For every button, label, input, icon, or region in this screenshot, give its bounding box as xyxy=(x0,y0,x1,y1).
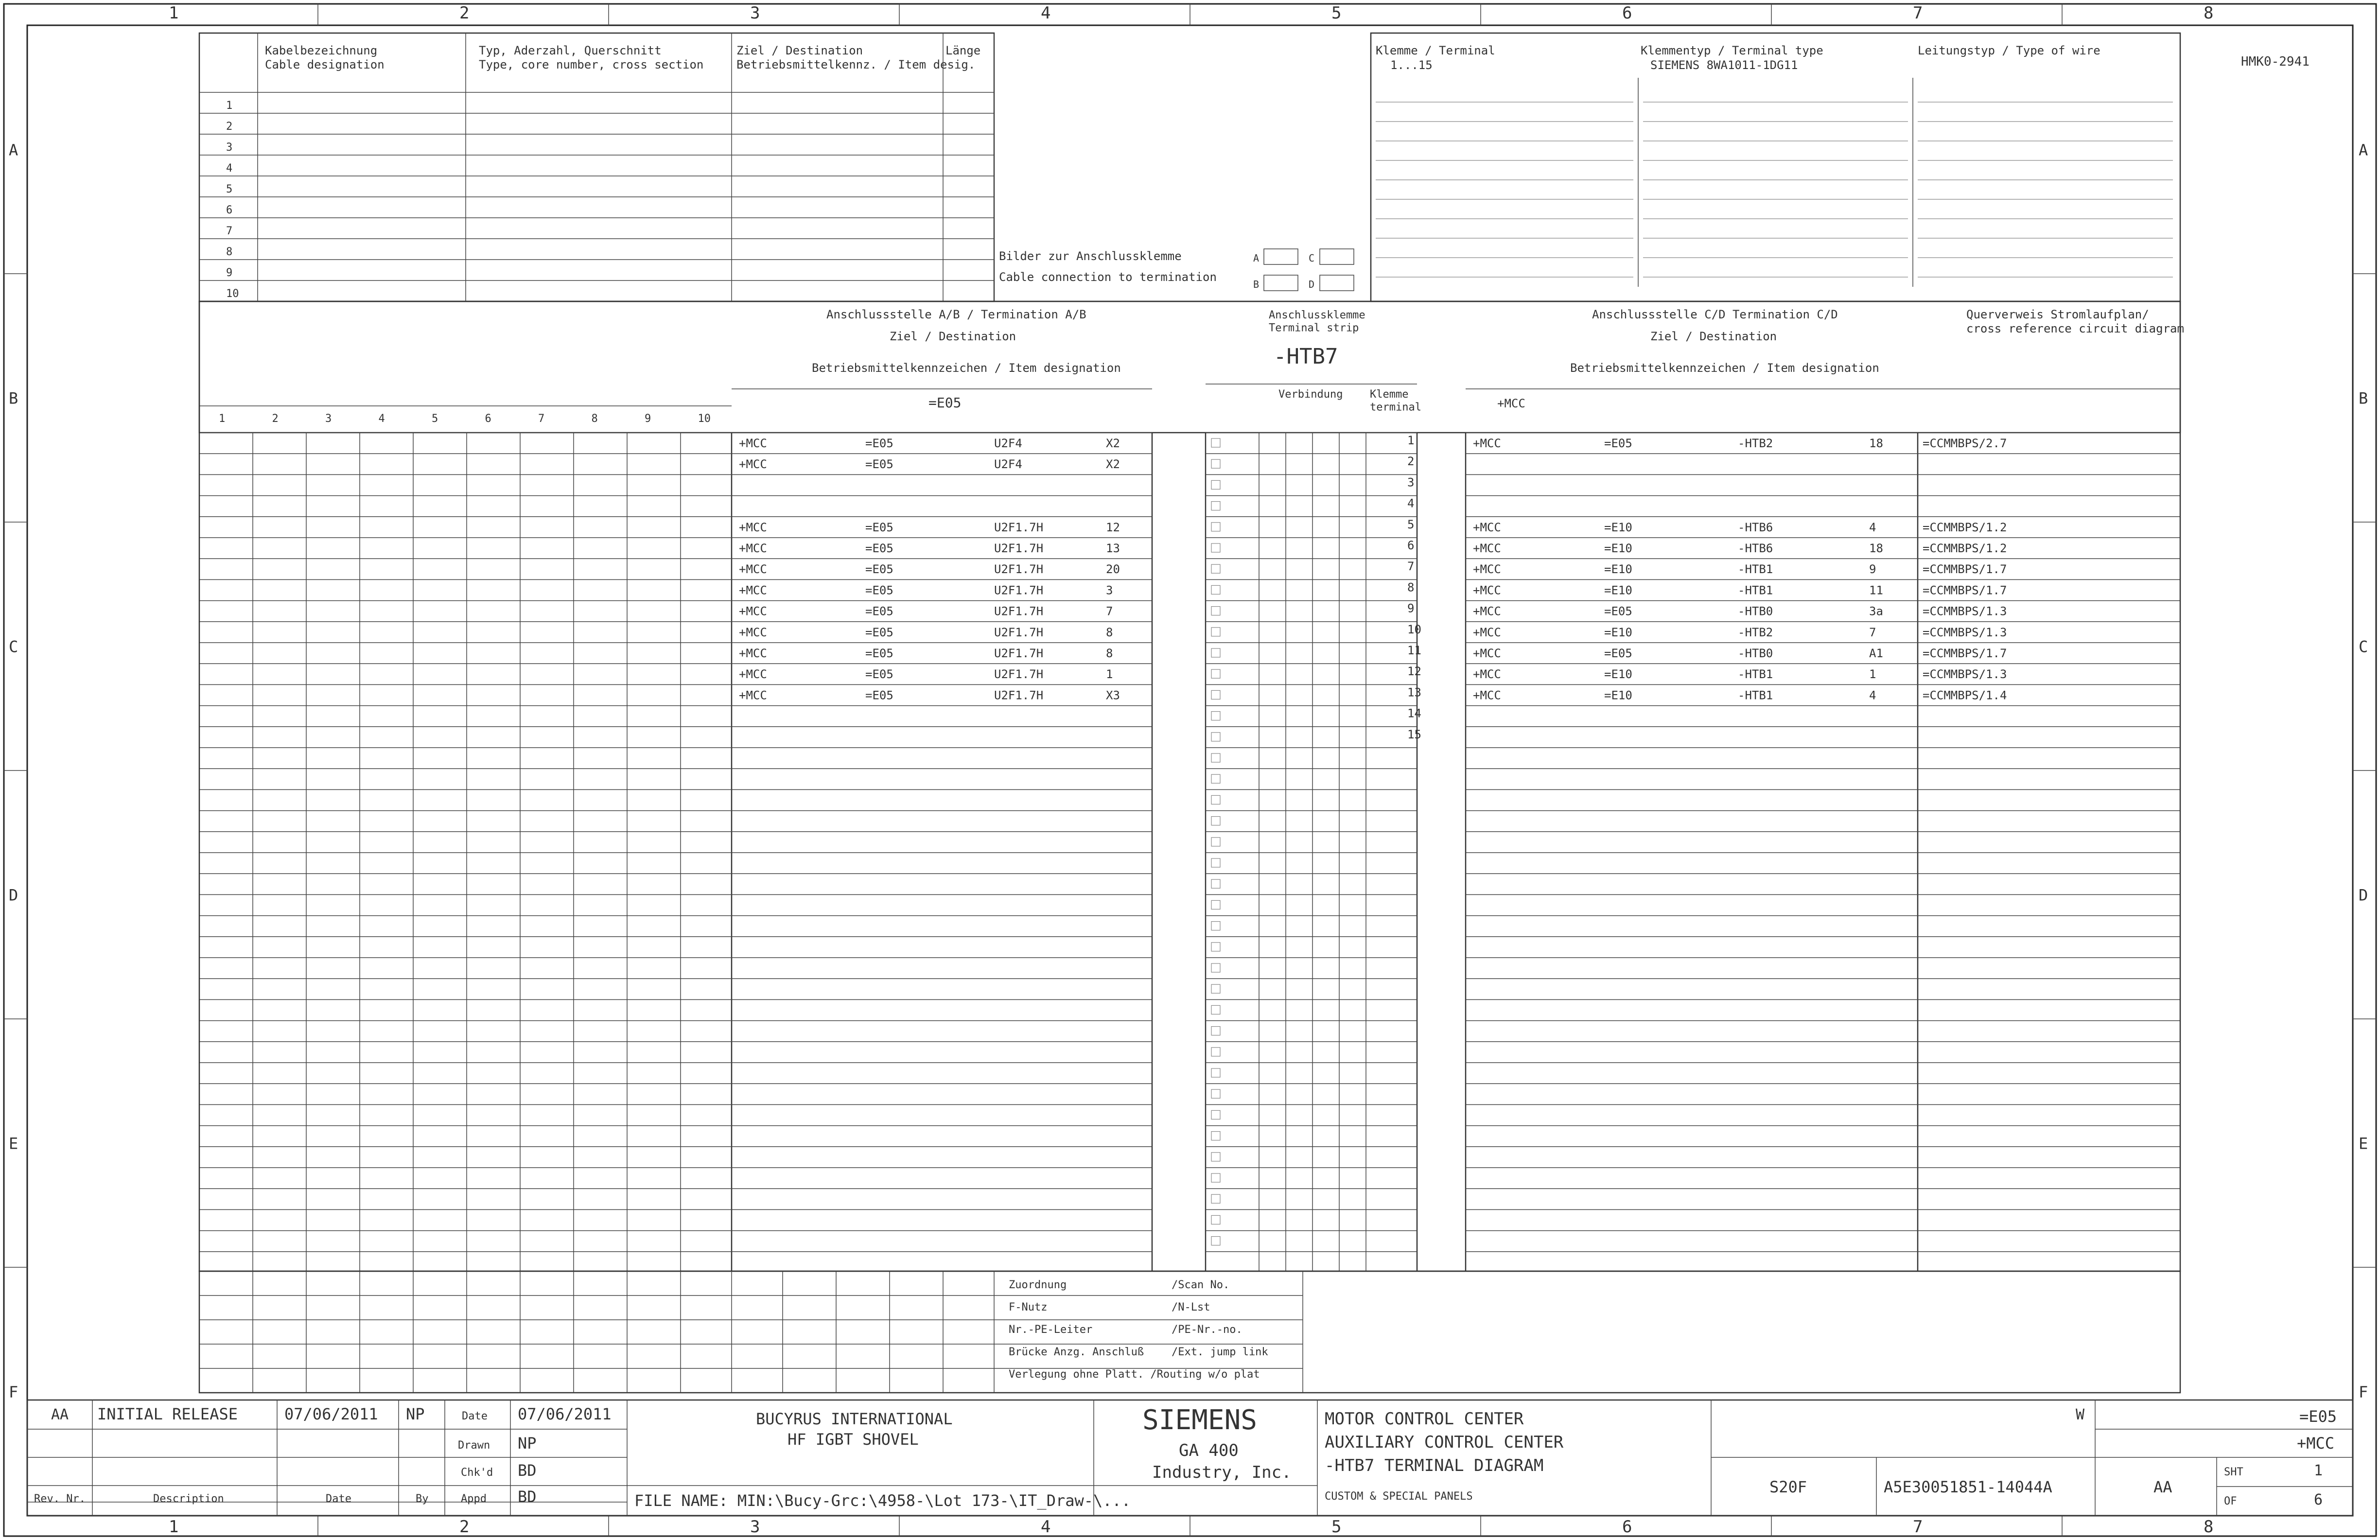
terminal-cell-r3: -HTB2 xyxy=(1738,625,1773,639)
legend-label: Brücke Anzg. Anschluß xyxy=(1009,1346,1144,1358)
terminal-cell-l3: U2F4 xyxy=(994,437,1022,450)
document-id: HMK0-2941 xyxy=(2241,54,2310,69)
zone-row-A: A xyxy=(9,140,18,159)
terminal-cell-l1: +MCC xyxy=(739,667,767,682)
terminal-cell-l1: +MCC xyxy=(739,625,767,639)
terminal-number: 9 xyxy=(1407,601,1415,615)
cable-designation-header: Kabelbezeichnung Cable designation xyxy=(265,44,385,71)
terminal-cell-l1: +MCC xyxy=(739,520,767,534)
terminal-cell-r4: 4 xyxy=(1869,520,1876,534)
approved-label: Appd xyxy=(461,1493,487,1505)
section-col-number: 7 xyxy=(538,413,545,425)
terminal-number: 3 xyxy=(1407,475,1415,490)
zone-col-bottom-3: 3 xyxy=(750,1517,760,1537)
zone-row-B: B xyxy=(9,389,18,408)
terminal-row xyxy=(1407,497,1414,510)
terminal-type-label: Klemmentyp / Terminal type xyxy=(1641,44,1823,57)
cable-row-number: 1 xyxy=(226,100,233,112)
zone-row-F: F xyxy=(9,1382,18,1401)
zone-row-right-B: B xyxy=(2359,389,2368,408)
terminal-cell-r2: =E10 xyxy=(1604,583,1632,597)
terminal-cell-r3: -HTB1 xyxy=(1738,688,1773,702)
terminal-cell-l1: +MCC xyxy=(739,562,767,577)
terminal-cell-l2: =E05 xyxy=(865,647,893,660)
terminal-number: 2 xyxy=(1407,455,1415,469)
drawing-number: A5E30051851-14044A xyxy=(1884,1478,2052,1496)
terminal-cell-l4: 20 xyxy=(1106,562,1120,577)
legend-value: /N-Lst xyxy=(1172,1301,1210,1313)
legend-label: Nr.-PE-Leiter xyxy=(1009,1324,1093,1336)
terminal-cell-ref: =CCMMBPS/2.7 xyxy=(1923,437,2007,450)
zone-col-bottom-8: 8 xyxy=(2204,1517,2214,1537)
sheet-label: SHT xyxy=(2224,1466,2243,1478)
terminal-cell-r2: =E05 xyxy=(1604,437,1632,450)
terminal-cell-r3: -HTB0 xyxy=(1738,647,1773,660)
terminal-cell-r3: -HTB1 xyxy=(1738,667,1773,682)
strip-connection-label: Verbindung xyxy=(1278,388,1343,401)
terminal-cell-r3: -HTB1 xyxy=(1738,583,1773,597)
terminal-cell-l4: 1 xyxy=(1106,667,1113,682)
sheet-number: 1 xyxy=(2314,1462,2323,1479)
terminal-row xyxy=(739,455,1414,471)
terminal-cell-r4: A1 xyxy=(1869,647,1883,660)
drawing-title-2: AUXILIARY CONTROL CENTER xyxy=(1325,1433,1564,1452)
terminal-cell-l1: +MCC xyxy=(739,437,767,450)
section-col-number: 2 xyxy=(272,413,279,425)
svg-text:D: D xyxy=(1309,279,1315,290)
zone-row-right-D: D xyxy=(2359,886,2368,905)
terminal-row xyxy=(739,685,2007,702)
legend-value: /Ext. jump link xyxy=(1172,1346,1268,1358)
terminal-type-table xyxy=(1371,33,2180,301)
inner-border xyxy=(27,25,2353,1516)
zone-row-right-E: E xyxy=(2359,1134,2368,1153)
location-code: =E05 xyxy=(2299,1407,2337,1426)
zone-col-3: 3 xyxy=(750,3,760,23)
company-division: Industry, Inc. xyxy=(1152,1463,1292,1482)
strip-terminal-label: Klemme terminal xyxy=(1370,388,1421,414)
terminal-cell-r2: =E10 xyxy=(1604,562,1632,577)
cable-destination-header: Ziel / Destination Betriebsmittelkennz. / Item desig. xyxy=(736,44,976,71)
terminal-cell-l2: =E05 xyxy=(865,542,893,555)
svg-text:B: B xyxy=(1253,279,1260,290)
left-destination-label: Ziel / Destination xyxy=(890,330,1016,343)
terminal-row xyxy=(739,602,2007,618)
terminal-cell-l2: =E05 xyxy=(865,604,893,618)
terminal-cell-r1: +MCC xyxy=(1473,667,1501,682)
terminal-cell-r4: 9 xyxy=(1869,562,1876,577)
terminal-row xyxy=(739,665,2007,681)
terminal-number: 4 xyxy=(1407,496,1415,510)
cable-row-number: 9 xyxy=(226,267,233,279)
zone-col-bottom-7: 7 xyxy=(1913,1517,1923,1537)
terminal-cell-l3: U2F1.7H xyxy=(994,520,1044,534)
cable-row-number: 3 xyxy=(226,141,233,154)
drawing-title-3: -HTB7 TERMINAL DIAGRAM xyxy=(1325,1456,1544,1475)
legend-label: Zuordnung xyxy=(1009,1279,1067,1291)
terminal-cell-r3: -HTB2 xyxy=(1738,437,1773,450)
terminal-cell-l1: +MCC xyxy=(739,688,767,702)
terminal-cell-l4: X3 xyxy=(1106,688,1120,702)
total-sheets: 6 xyxy=(2314,1491,2323,1508)
terminal-number: 12 xyxy=(1407,665,1421,679)
section-col-number: 6 xyxy=(485,413,491,425)
terminal-cell-r4: 11 xyxy=(1869,583,1883,597)
terminal-cell-l1: +MCC xyxy=(739,457,767,472)
terminal-number: 1 xyxy=(1407,434,1415,447)
terminal-cell-r2: =E10 xyxy=(1604,688,1632,702)
terminal-label: Klemme / Terminal xyxy=(1376,44,1495,57)
zone-col-bottom-4: 4 xyxy=(1041,1517,1051,1537)
terminal-cell-l4: 13 xyxy=(1106,542,1120,555)
terminal-row xyxy=(1407,707,1421,720)
zone-row-C: C xyxy=(9,637,18,656)
terminal-cell-r4: 1 xyxy=(1869,667,1876,682)
terminal-cell-l4: X2 xyxy=(1106,437,1120,450)
rev-description: INITIAL RELEASE xyxy=(97,1405,238,1423)
terminal-cell-r4: 3a xyxy=(1869,604,1883,618)
terminal-row xyxy=(739,580,2007,597)
terminal-cell-l2: =E05 xyxy=(865,562,893,577)
revision-box: AA xyxy=(2153,1478,2172,1496)
terminal-cell-r3: -HTB0 xyxy=(1738,604,1773,618)
rev-by: NP xyxy=(406,1405,425,1423)
terminal-cell-r1: +MCC xyxy=(1473,647,1501,660)
zone-col-8: 8 xyxy=(2204,3,2214,23)
terminal-number: 15 xyxy=(1407,727,1421,741)
terminal-cell-l2: =E05 xyxy=(865,437,893,450)
terminal-cell-ref: =CCMMBPS/1.2 xyxy=(1923,520,2007,534)
section-col-number: 4 xyxy=(378,413,385,425)
col-date-label: Date xyxy=(326,1493,351,1505)
cable-type-header: Typ, Aderzahl, Querschnitt Type, core number, cross section xyxy=(479,44,704,71)
customer-name: BUCYRUS INTERNATIONAL xyxy=(756,1410,953,1428)
terminal-cell-l3: U2F1.7H xyxy=(994,688,1044,702)
checked-label: Chk'd xyxy=(461,1467,493,1479)
zone-col-6: 6 xyxy=(1622,3,1632,23)
legend-value: /Scan No. xyxy=(1172,1279,1230,1291)
terminal-cell-l4: 8 xyxy=(1106,647,1113,660)
company-location: GA 400 xyxy=(1179,1441,1239,1460)
terminal-cell-l2: =E05 xyxy=(865,688,893,702)
zone-col-bottom-1: 1 xyxy=(169,1517,179,1537)
terminal-cell-r3: -HTB1 xyxy=(1738,562,1773,577)
section-header xyxy=(199,301,2184,433)
zone-col-bottom-2: 2 xyxy=(459,1517,470,1537)
terminal-cell-l3: U2F1.7H xyxy=(994,604,1044,618)
zone-col-5: 5 xyxy=(1331,3,1342,23)
legend-value: /PE-Nr.-no. xyxy=(1172,1324,1242,1336)
terminal-cell-r3: -HTB6 xyxy=(1738,520,1773,534)
terminal-cell-l3: U2F1.7H xyxy=(994,647,1044,660)
cable-row-number: 2 xyxy=(226,121,233,133)
section-col-number: 9 xyxy=(645,413,651,425)
zone-row-E: E xyxy=(9,1134,18,1153)
right-destination-label: Ziel / Destination xyxy=(1650,330,1777,343)
terminal-cell-r1: +MCC xyxy=(1473,604,1501,618)
terminal-cell-ref: =CCMMBPS/1.7 xyxy=(1923,647,2007,660)
svg-text:C: C xyxy=(1309,252,1315,264)
terminal-cell-r1: +MCC xyxy=(1473,583,1501,597)
col-description-label: Description xyxy=(153,1493,224,1505)
terminal-cell-ref: =CCMMBPS/1.3 xyxy=(1923,667,2007,682)
terminal-cell-l3: U2F4 xyxy=(994,457,1022,472)
terminal-cell-l1: +MCC xyxy=(739,604,767,618)
zone-row-right-A: A xyxy=(2359,140,2368,159)
cable-row-number: 6 xyxy=(226,204,233,216)
terminal-cell-l3: U2F1.7H xyxy=(994,667,1044,682)
terminal-cell-r1: +MCC xyxy=(1473,625,1501,639)
zone-col-bottom-5: 5 xyxy=(1331,1517,1342,1537)
strip-name: -HTB7 xyxy=(1274,344,1338,369)
terminal-cell-l4: 12 xyxy=(1106,520,1120,534)
of-label: OF xyxy=(2224,1495,2237,1507)
terminal-row xyxy=(739,623,2007,639)
section-col-number: 5 xyxy=(432,413,438,425)
terminal-cell-l1: +MCC xyxy=(739,647,767,660)
terminal-cell-r4: 18 xyxy=(1869,437,1883,450)
terminal-cell-l4: 8 xyxy=(1106,625,1113,639)
company-logo-text: SIEMENS xyxy=(1142,1404,1258,1436)
section-col-number: 3 xyxy=(325,413,332,425)
terminal-cell-r2: =E10 xyxy=(1604,667,1632,682)
terminal-row xyxy=(739,434,2007,450)
terminal-number: 7 xyxy=(1407,560,1415,574)
connection-box xyxy=(999,249,1354,291)
terminal-cell-r1: +MCC xyxy=(1473,542,1501,555)
terminal-cell-r2: =E10 xyxy=(1604,520,1632,534)
wire-type-label: Leitungstyp / Type of wire xyxy=(1918,44,2100,57)
cable-length-header: Länge xyxy=(945,44,981,57)
terminal-number: 6 xyxy=(1407,539,1415,552)
terminal-cell-ref: =CCMMBPS/1.2 xyxy=(1923,542,2007,555)
terminal-cell-ref: =CCMMBPS/1.3 xyxy=(1923,604,2007,618)
terminal-cell-ref: =CCMMBPS/1.7 xyxy=(1923,583,2007,597)
terminal-cell-l2: =E05 xyxy=(865,457,893,472)
terminal-cell-l2: =E05 xyxy=(865,667,893,682)
terminal-type-value: SIEMENS 8WA1011-1DG11 xyxy=(1650,58,1798,72)
zone-col-1: 1 xyxy=(169,3,179,23)
sheet-size: S20F xyxy=(1769,1478,1807,1496)
conn-label-1: Bilder zur Anschlussklemme xyxy=(999,249,1182,263)
zone-col-7: 7 xyxy=(1913,3,1923,23)
legend-box xyxy=(199,1271,2180,1393)
drawn-value: NP xyxy=(518,1434,537,1452)
terminal-cell-r1: +MCC xyxy=(1473,562,1501,577)
strip-title: Anschlussklemme Terminal strip xyxy=(1269,309,1365,334)
terminal-cell-l1: +MCC xyxy=(739,583,767,597)
right-location-marker: +MCC xyxy=(1497,397,1525,410)
right-item-label: Betriebsmittelkennzeichen / Item designation xyxy=(1570,361,1879,375)
svg-text:A: A xyxy=(1253,252,1260,264)
terminal-cell-l2: =E05 xyxy=(865,583,893,597)
drawing-title-4: CUSTOM & SPECIAL PANELS xyxy=(1325,1490,1473,1503)
checked-value: BD xyxy=(518,1461,537,1480)
terminal-cell-r1: +MCC xyxy=(1473,437,1501,450)
cable-row-number: 5 xyxy=(226,183,233,195)
terminal-row xyxy=(739,518,2007,534)
terminal-cell-r4: 7 xyxy=(1869,625,1876,639)
terminal-cell-l4: 3 xyxy=(1106,583,1113,597)
terminal-cell-l1: +MCC xyxy=(739,542,767,555)
cable-row-number: 4 xyxy=(226,162,233,175)
customer-project: HF IGBT SHOVEL xyxy=(788,1430,919,1449)
terminal-row xyxy=(739,560,2007,576)
terminal-cell-r1: +MCC xyxy=(1473,520,1501,534)
terminal-cell-ref: =CCMMBPS/1.4 xyxy=(1923,688,2007,702)
zone-row-D: D xyxy=(9,886,18,905)
w-label: W xyxy=(2076,1406,2085,1423)
col-rev-label: Rev. Nr. xyxy=(34,1493,86,1505)
terminal-cell-l2: =E05 xyxy=(865,520,893,534)
terminal-cell-l3: U2F1.7H xyxy=(994,562,1044,577)
terminal-cell-r4: 4 xyxy=(1869,688,1876,702)
terminal-number: 13 xyxy=(1407,685,1421,700)
terminal-row xyxy=(1407,728,1421,741)
title-block xyxy=(27,1400,2353,1516)
terminal-cell-r2: =E10 xyxy=(1604,625,1632,639)
left-item-label: Betriebsmittelkennzeichen / Item designation xyxy=(812,361,1121,375)
terminal-row xyxy=(739,644,2007,660)
terminal-cell-r2: =E05 xyxy=(1604,604,1632,618)
cross-reference-title: Querverweis Stromlaufplan/ cross reference circuit diagram xyxy=(1966,308,2184,335)
right-termination-title: Anschlussstelle C/D Termination C/D xyxy=(1592,308,1838,321)
drawing-title-1: MOTOR CONTROL CENTER xyxy=(1325,1409,1524,1429)
file-name: FILE NAME: MIN:\Bucy-Grc:\4958-\Lot 173-\IT_Draw-\... xyxy=(634,1491,1131,1510)
terminal-cell-r4: 18 xyxy=(1869,542,1883,555)
installation-code: +MCC xyxy=(2297,1434,2335,1452)
terminal-cell-l3: U2F1.7H xyxy=(994,583,1044,597)
terminal-number: 5 xyxy=(1407,517,1415,531)
rev-date: 07/06/2011 xyxy=(284,1405,378,1423)
terminal-number: 10 xyxy=(1407,622,1421,636)
terminal-number: 14 xyxy=(1407,706,1421,720)
terminal-range: 1...15 xyxy=(1390,58,1433,72)
section-col-number: 8 xyxy=(591,413,598,425)
cable-table xyxy=(199,33,994,301)
terminal-row xyxy=(739,539,2007,555)
terminal-rows xyxy=(739,434,2007,741)
zone-row-right-C: C xyxy=(2359,637,2368,656)
terminal-cell-l3: U2F1.7H xyxy=(994,625,1044,639)
cable-row-number: 8 xyxy=(226,246,233,258)
section-col-number: 1 xyxy=(219,413,226,425)
conn-label-2: Cable connection to termination xyxy=(999,270,1217,284)
approved-value: BD xyxy=(518,1488,537,1506)
rev-code: AA xyxy=(51,1406,69,1423)
terminal-cell-l4: 7 xyxy=(1106,604,1113,618)
terminal-cell-ref: =CCMMBPS/1.3 xyxy=(1923,625,2007,639)
left-termination-title: Anschlussstelle A/B / Termination A/B xyxy=(826,308,1086,321)
terminal-cell-l2: =E05 xyxy=(865,625,893,639)
terminal-cell-l4: X2 xyxy=(1106,457,1120,472)
zone-col-2: 2 xyxy=(459,3,470,23)
terminal-cell-r2: =E10 xyxy=(1604,542,1632,555)
date-value: 07/06/2011 xyxy=(518,1405,612,1423)
col-by-label: By xyxy=(416,1493,429,1505)
cable-row-number: 10 xyxy=(226,288,239,300)
terminal-cell-r1: +MCC xyxy=(1473,688,1501,702)
zone-col-bottom-6: 6 xyxy=(1622,1517,1632,1537)
terminal-cell-ref: =CCMMBPS/1.7 xyxy=(1923,562,2007,577)
terminal-number: 11 xyxy=(1407,644,1421,657)
zone-row-right-F: F xyxy=(2359,1382,2368,1401)
drawn-label: Drawn xyxy=(458,1439,490,1452)
terminal-number: 8 xyxy=(1407,580,1415,595)
left-location-marker: =E05 xyxy=(928,395,962,411)
terminal-row xyxy=(1407,475,1414,489)
zone-col-4: 4 xyxy=(1041,3,1051,23)
terminal-cell-l3: U2F1.7H xyxy=(994,542,1044,555)
terminal-cell-r3: -HTB6 xyxy=(1738,542,1773,555)
date-label: Date xyxy=(462,1410,488,1422)
section-col-number: 10 xyxy=(698,413,711,425)
cable-row-number: 7 xyxy=(226,225,233,237)
legend-label: Verlegung ohne Platt. /Routing w/o plat xyxy=(1009,1368,1260,1381)
terminal-cell-r2: =E05 xyxy=(1604,647,1632,660)
legend-label: F-Nutz xyxy=(1009,1301,1048,1313)
